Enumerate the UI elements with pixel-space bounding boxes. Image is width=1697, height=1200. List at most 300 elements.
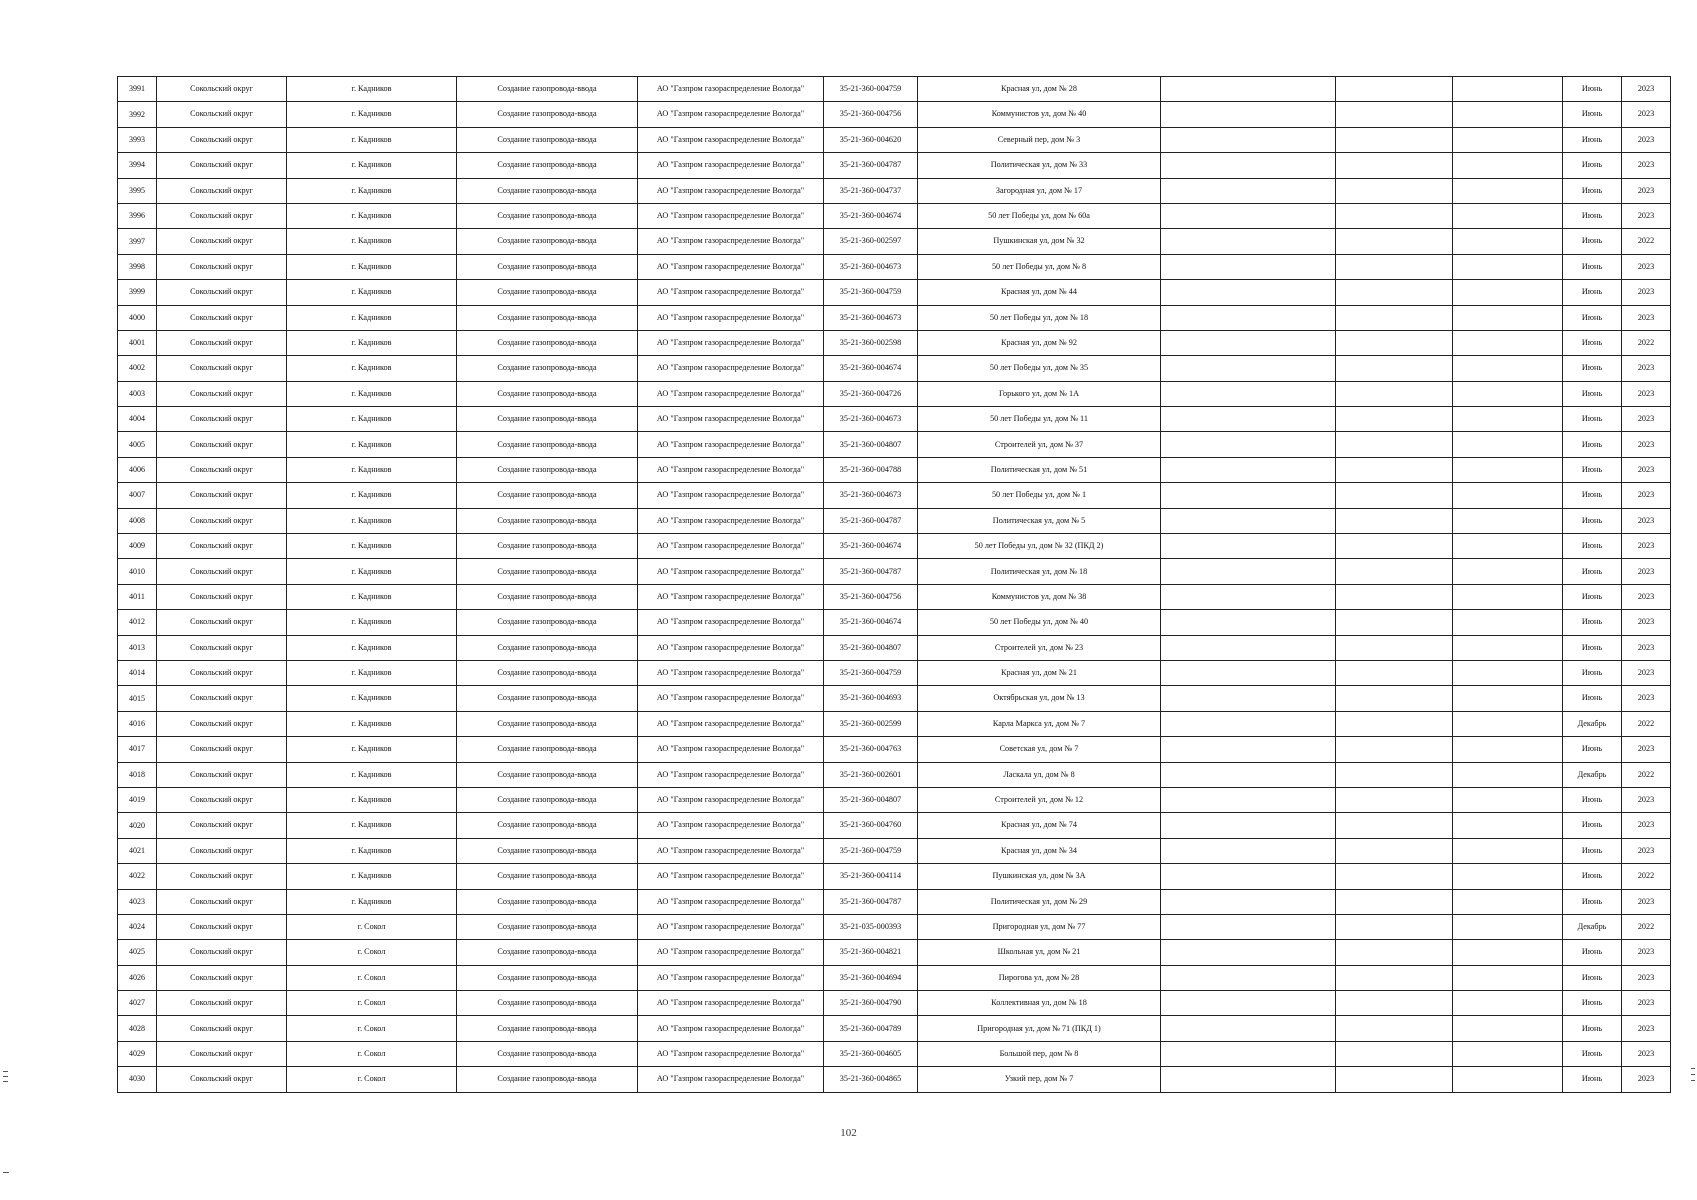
work-type-cell: Создание газопровода-ввода xyxy=(457,483,638,508)
year-cell: 2023 xyxy=(1622,432,1671,457)
district-cell: Сокольский округ xyxy=(157,813,287,838)
address-cell: Коммунистов ул, дом № 40 xyxy=(918,102,1161,127)
year-cell: 2023 xyxy=(1622,407,1671,432)
work-type-cell: Создание газопровода-ввода xyxy=(457,584,638,609)
year-cell: 2023 xyxy=(1622,127,1671,152)
scan-edge-mark-right xyxy=(1691,1080,1695,1081)
table-row xyxy=(118,330,1671,355)
cadastral-number-cell: 35-21-360-004788 xyxy=(824,457,918,482)
blank-cell-1 xyxy=(1161,534,1336,559)
district-cell: Сокольский округ xyxy=(157,711,287,736)
row-number-cell: 4004 xyxy=(118,407,157,432)
blank-cell-1 xyxy=(1161,178,1336,203)
blank-cell-3 xyxy=(1453,762,1563,787)
address-cell: Красная ул, дом № 28 xyxy=(918,77,1161,102)
row-number-cell: 3997 xyxy=(118,229,157,254)
blank-cell-3 xyxy=(1453,559,1563,584)
address-cell: Пушкинская ул, дом № 32 xyxy=(918,229,1161,254)
address-cell: Карла Маркса ул, дом № 7 xyxy=(918,711,1161,736)
settlement-cell: г. Кадников xyxy=(287,787,457,812)
blank-cell-1 xyxy=(1161,559,1336,584)
district-cell: Сокольский округ xyxy=(157,203,287,228)
cadastral-number-cell: 35-21-360-004693 xyxy=(824,686,918,711)
organization-cell: АО "Газпром газораспределение Вологда" xyxy=(638,102,824,127)
address-cell: Политическая ул, дом № 5 xyxy=(918,508,1161,533)
table-row xyxy=(118,559,1671,584)
blank-cell-2 xyxy=(1336,686,1453,711)
month-cell: Июнь xyxy=(1563,356,1622,381)
table-row xyxy=(118,77,1671,102)
row-number-cell: 4021 xyxy=(118,838,157,863)
blank-cell-3 xyxy=(1453,432,1563,457)
year-cell: 2023 xyxy=(1622,153,1671,178)
blank-cell-1 xyxy=(1161,838,1336,863)
blank-cell-2 xyxy=(1336,610,1453,635)
blank-cell-3 xyxy=(1453,77,1563,102)
district-cell: Сокольский округ xyxy=(157,610,287,635)
month-cell: Июнь xyxy=(1563,508,1622,533)
address-cell: 50 лет Победы ул, дом № 8 xyxy=(918,254,1161,279)
district-cell: Сокольский округ xyxy=(157,864,287,889)
table-row xyxy=(118,280,1671,305)
blank-cell-2 xyxy=(1336,838,1453,863)
blank-cell-3 xyxy=(1453,280,1563,305)
table-row xyxy=(118,965,1671,990)
settlement-cell: г. Кадников xyxy=(287,77,457,102)
work-type-cell: Создание газопровода-ввода xyxy=(457,534,638,559)
blank-cell-3 xyxy=(1453,102,1563,127)
address-cell: Строителей ул, дом № 12 xyxy=(918,787,1161,812)
month-cell: Июнь xyxy=(1563,686,1622,711)
settlement-cell: г. Кадников xyxy=(287,686,457,711)
settlement-cell: г. Кадников xyxy=(287,889,457,914)
table-row xyxy=(118,127,1671,152)
cadastral-number-cell: 35-21-360-004790 xyxy=(824,991,918,1016)
address-cell: Пирогова ул, дом № 28 xyxy=(918,965,1161,990)
month-cell: Июнь xyxy=(1563,940,1622,965)
blank-cell-2 xyxy=(1336,584,1453,609)
blank-cell-1 xyxy=(1161,457,1336,482)
blank-cell-2 xyxy=(1336,1016,1453,1041)
blank-cell-3 xyxy=(1453,305,1563,330)
settlement-cell: г. Кадников xyxy=(287,762,457,787)
settlement-cell: г. Кадников xyxy=(287,102,457,127)
table-row xyxy=(118,991,1671,1016)
settlement-cell: г. Сокол xyxy=(287,965,457,990)
district-cell: Сокольский округ xyxy=(157,508,287,533)
organization-cell: АО "Газпром газораспределение Вологда" xyxy=(638,813,824,838)
work-type-cell: Создание газопровода-ввода xyxy=(457,787,638,812)
work-type-cell: Создание газопровода-ввода xyxy=(457,940,638,965)
district-cell: Сокольский округ xyxy=(157,330,287,355)
month-cell: Июнь xyxy=(1563,407,1622,432)
address-cell: 50 лет Победы ул, дом № 35 xyxy=(918,356,1161,381)
district-cell: Сокольский округ xyxy=(157,762,287,787)
month-cell: Июнь xyxy=(1563,660,1622,685)
address-cell: Загородная ул, дом № 17 xyxy=(918,178,1161,203)
settlement-cell: г. Сокол xyxy=(287,1041,457,1066)
table-row xyxy=(118,864,1671,889)
organization-cell: АО "Газпром газораспределение Вологда" xyxy=(638,660,824,685)
blank-cell-3 xyxy=(1453,813,1563,838)
month-cell: Июнь xyxy=(1563,584,1622,609)
row-number-cell: 4009 xyxy=(118,534,157,559)
table-row xyxy=(118,356,1671,381)
year-cell: 2023 xyxy=(1622,381,1671,406)
year-cell: 2022 xyxy=(1622,330,1671,355)
month-cell: Июнь xyxy=(1563,838,1622,863)
work-type-cell: Создание газопровода-ввода xyxy=(457,660,638,685)
blank-cell-2 xyxy=(1336,280,1453,305)
blank-cell-1 xyxy=(1161,203,1336,228)
blank-cell-1 xyxy=(1161,635,1336,660)
work-type-cell: Создание газопровода-ввода xyxy=(457,610,638,635)
blank-cell-1 xyxy=(1161,1041,1336,1066)
row-number-cell: 4023 xyxy=(118,889,157,914)
blank-cell-3 xyxy=(1453,737,1563,762)
table-row xyxy=(118,737,1671,762)
cadastral-number-cell: 35-21-360-004673 xyxy=(824,407,918,432)
year-cell: 2023 xyxy=(1622,457,1671,482)
year-cell: 2023 xyxy=(1622,787,1671,812)
row-number-cell: 4020 xyxy=(118,813,157,838)
table-row xyxy=(118,432,1671,457)
month-cell: Июнь xyxy=(1563,178,1622,203)
work-type-cell: Создание газопровода-ввода xyxy=(457,381,638,406)
district-cell: Сокольский округ xyxy=(157,991,287,1016)
district-cell: Сокольский округ xyxy=(157,77,287,102)
table-row xyxy=(118,407,1671,432)
blank-cell-1 xyxy=(1161,305,1336,330)
address-cell: 50 лет Победы ул, дом № 1 xyxy=(918,483,1161,508)
address-cell: Школьная ул, дом № 21 xyxy=(918,940,1161,965)
registry-table-body xyxy=(118,77,1671,1093)
work-type-cell: Создание газопровода-ввода xyxy=(457,1041,638,1066)
cadastral-number-cell: 35-21-360-004673 xyxy=(824,254,918,279)
district-cell: Сокольский округ xyxy=(157,534,287,559)
work-type-cell: Создание газопровода-ввода xyxy=(457,330,638,355)
year-cell: 2023 xyxy=(1622,889,1671,914)
organization-cell: АО "Газпром газораспределение Вологда" xyxy=(638,864,824,889)
address-cell: Коммунистов ул, дом № 38 xyxy=(918,584,1161,609)
settlement-cell: г. Кадников xyxy=(287,711,457,736)
address-cell: Политическая ул, дом № 18 xyxy=(918,559,1161,584)
blank-cell-3 xyxy=(1453,1016,1563,1041)
settlement-cell: г. Кадников xyxy=(287,635,457,660)
blank-cell-3 xyxy=(1453,965,1563,990)
settlement-cell: г. Кадников xyxy=(287,127,457,152)
blank-cell-1 xyxy=(1161,864,1336,889)
district-cell: Сокольский округ xyxy=(157,1041,287,1066)
district-cell: Сокольский округ xyxy=(157,686,287,711)
cadastral-number-cell: 35-21-360-004605 xyxy=(824,1041,918,1066)
cadastral-number-cell: 35-21-360-004674 xyxy=(824,534,918,559)
cadastral-number-cell: 35-21-360-004807 xyxy=(824,432,918,457)
cadastral-number-cell: 35-21-360-004789 xyxy=(824,1016,918,1041)
district-cell: Сокольский округ xyxy=(157,178,287,203)
scan-edge-mark-left xyxy=(3,1076,8,1077)
settlement-cell: г. Сокол xyxy=(287,940,457,965)
year-cell: 2023 xyxy=(1622,356,1671,381)
cadastral-number-cell: 35-21-360-004674 xyxy=(824,203,918,228)
year-cell: 2023 xyxy=(1622,254,1671,279)
table-row xyxy=(118,762,1671,787)
month-cell: Июнь xyxy=(1563,381,1622,406)
month-cell: Июнь xyxy=(1563,153,1622,178)
cadastral-number-cell: 35-21-360-002601 xyxy=(824,762,918,787)
month-cell: Июнь xyxy=(1563,305,1622,330)
cadastral-number-cell: 35-21-360-004673 xyxy=(824,483,918,508)
month-cell: Июнь xyxy=(1563,457,1622,482)
table-row xyxy=(118,1067,1671,1092)
blank-cell-2 xyxy=(1336,914,1453,939)
year-cell: 2023 xyxy=(1622,102,1671,127)
cadastral-number-cell: 35-21-360-004674 xyxy=(824,356,918,381)
row-number-cell: 4006 xyxy=(118,457,157,482)
blank-cell-2 xyxy=(1336,229,1453,254)
organization-cell: АО "Газпром газораспределение Вологда" xyxy=(638,559,824,584)
organization-cell: АО "Газпром газораспределение Вологда" xyxy=(638,77,824,102)
blank-cell-3 xyxy=(1453,178,1563,203)
blank-cell-1 xyxy=(1161,1016,1336,1041)
cadastral-number-cell: 35-21-360-004807 xyxy=(824,635,918,660)
district-cell: Сокольский округ xyxy=(157,356,287,381)
blank-cell-1 xyxy=(1161,660,1336,685)
blank-cell-1 xyxy=(1161,889,1336,914)
work-type-cell: Создание газопровода-ввода xyxy=(457,559,638,584)
year-cell: 2023 xyxy=(1622,737,1671,762)
blank-cell-1 xyxy=(1161,991,1336,1016)
blank-cell-1 xyxy=(1161,432,1336,457)
blank-cell-2 xyxy=(1336,102,1453,127)
cadastral-number-cell: 35-21-360-004763 xyxy=(824,737,918,762)
scan-edge-mark-left xyxy=(3,1081,8,1082)
row-number-cell: 4026 xyxy=(118,965,157,990)
address-cell: 50 лет Победы ул, дом № 40 xyxy=(918,610,1161,635)
row-number-cell: 4003 xyxy=(118,381,157,406)
blank-cell-3 xyxy=(1453,254,1563,279)
year-cell: 2023 xyxy=(1622,77,1671,102)
cadastral-number-cell: 35-21-360-004787 xyxy=(824,508,918,533)
blank-cell-1 xyxy=(1161,762,1336,787)
blank-cell-2 xyxy=(1336,965,1453,990)
blank-cell-1 xyxy=(1161,965,1336,990)
organization-cell: АО "Газпром газораспределение Вологда" xyxy=(638,635,824,660)
table-row xyxy=(118,940,1671,965)
month-cell: Июнь xyxy=(1563,813,1622,838)
table-row xyxy=(118,914,1671,939)
blank-cell-3 xyxy=(1453,127,1563,152)
address-cell: Строителей ул, дом № 37 xyxy=(918,432,1161,457)
work-type-cell: Создание газопровода-ввода xyxy=(457,762,638,787)
address-cell: Красная ул, дом № 92 xyxy=(918,330,1161,355)
month-cell: Июнь xyxy=(1563,864,1622,889)
organization-cell: АО "Газпром газораспределение Вологда" xyxy=(638,711,824,736)
cadastral-number-cell: 35-21-360-004821 xyxy=(824,940,918,965)
month-cell: Июнь xyxy=(1563,889,1622,914)
blank-cell-2 xyxy=(1336,483,1453,508)
blank-cell-3 xyxy=(1453,787,1563,812)
row-number-cell: 4029 xyxy=(118,1041,157,1066)
table-row xyxy=(118,635,1671,660)
cadastral-number-cell: 35-21-360-004787 xyxy=(824,889,918,914)
year-cell: 2023 xyxy=(1622,813,1671,838)
district-cell: Сокольский округ xyxy=(157,914,287,939)
district-cell: Сокольский округ xyxy=(157,787,287,812)
work-type-cell: Создание газопровода-ввода xyxy=(457,914,638,939)
blank-cell-1 xyxy=(1161,940,1336,965)
blank-cell-1 xyxy=(1161,737,1336,762)
district-cell: Сокольский округ xyxy=(157,660,287,685)
cadastral-number-cell: 35-21-360-004759 xyxy=(824,838,918,863)
organization-cell: АО "Газпром газораспределение Вологда" xyxy=(638,1041,824,1066)
blank-cell-3 xyxy=(1453,534,1563,559)
organization-cell: АО "Газпром газораспределение Вологда" xyxy=(638,229,824,254)
blank-cell-2 xyxy=(1336,889,1453,914)
row-number-cell: 3996 xyxy=(118,203,157,228)
document-sheet xyxy=(117,76,1670,1093)
cadastral-number-cell: 35-21-360-004737 xyxy=(824,178,918,203)
blank-cell-1 xyxy=(1161,330,1336,355)
year-cell: 2022 xyxy=(1622,914,1671,939)
address-cell: Большой пер, дом № 8 xyxy=(918,1041,1161,1066)
address-cell: Красная ул, дом № 21 xyxy=(918,660,1161,685)
district-cell: Сокольский округ xyxy=(157,838,287,863)
year-cell: 2023 xyxy=(1622,483,1671,508)
year-cell: 2023 xyxy=(1622,686,1671,711)
organization-cell: АО "Газпром газораспределение Вологда" xyxy=(638,254,824,279)
blank-cell-3 xyxy=(1453,407,1563,432)
table-row xyxy=(118,660,1671,685)
district-cell: Сокольский округ xyxy=(157,305,287,330)
year-cell: 2022 xyxy=(1622,762,1671,787)
blank-cell-3 xyxy=(1453,483,1563,508)
address-cell: Коллективная ул, дом № 18 xyxy=(918,991,1161,1016)
settlement-cell: г. Кадников xyxy=(287,305,457,330)
blank-cell-3 xyxy=(1453,153,1563,178)
district-cell: Сокольский округ xyxy=(157,229,287,254)
settlement-cell: г. Сокол xyxy=(287,991,457,1016)
work-type-cell: Создание газопровода-ввода xyxy=(457,77,638,102)
work-type-cell: Создание газопровода-ввода xyxy=(457,203,638,228)
work-type-cell: Создание газопровода-ввода xyxy=(457,508,638,533)
blank-cell-2 xyxy=(1336,1067,1453,1092)
blank-cell-2 xyxy=(1336,508,1453,533)
organization-cell: АО "Газпром газораспределение Вологда" xyxy=(638,965,824,990)
month-cell: Июнь xyxy=(1563,77,1622,102)
table-row xyxy=(118,584,1671,609)
organization-cell: АО "Газпром газораспределение Вологда" xyxy=(638,991,824,1016)
table-row xyxy=(118,457,1671,482)
cadastral-number-cell: 35-21-360-004674 xyxy=(824,610,918,635)
address-cell: 50 лет Победы ул, дом № 11 xyxy=(918,407,1161,432)
blank-cell-2 xyxy=(1336,762,1453,787)
row-number-cell: 4018 xyxy=(118,762,157,787)
blank-cell-1 xyxy=(1161,787,1336,812)
district-cell: Сокольский округ xyxy=(157,559,287,584)
cadastral-number-cell: 35-21-360-004760 xyxy=(824,813,918,838)
settlement-cell: г. Кадников xyxy=(287,178,457,203)
cadastral-number-cell: 35-21-360-002597 xyxy=(824,229,918,254)
blank-cell-1 xyxy=(1161,483,1336,508)
organization-cell: АО "Газпром газораспределение Вологда" xyxy=(638,153,824,178)
settlement-cell: г. Кадников xyxy=(287,407,457,432)
blank-cell-3 xyxy=(1453,864,1563,889)
row-number-cell: 4019 xyxy=(118,787,157,812)
month-cell: Июнь xyxy=(1563,787,1622,812)
year-cell: 2023 xyxy=(1622,635,1671,660)
row-number-cell: 4010 xyxy=(118,559,157,584)
table-row xyxy=(118,813,1671,838)
organization-cell: АО "Газпром газораспределение Вологда" xyxy=(638,787,824,812)
blank-cell-1 xyxy=(1161,280,1336,305)
row-number-cell: 4013 xyxy=(118,635,157,660)
address-cell: Политическая ул, дом № 33 xyxy=(918,153,1161,178)
cadastral-number-cell: 35-21-360-004114 xyxy=(824,864,918,889)
district-cell: Сокольский округ xyxy=(157,584,287,609)
row-number-cell: 4016 xyxy=(118,711,157,736)
organization-cell: АО "Газпром газораспределение Вологда" xyxy=(638,686,824,711)
year-cell: 2023 xyxy=(1622,584,1671,609)
district-cell: Сокольский округ xyxy=(157,381,287,406)
blank-cell-1 xyxy=(1161,407,1336,432)
scan-edge-mark-left xyxy=(3,1172,9,1173)
page-number: 102 xyxy=(840,1127,857,1139)
work-type-cell: Создание газопровода-ввода xyxy=(457,280,638,305)
month-cell: Июнь xyxy=(1563,1067,1622,1092)
work-type-cell: Создание газопровода-ввода xyxy=(457,407,638,432)
cadastral-number-cell: 35-21-360-002598 xyxy=(824,330,918,355)
blank-cell-3 xyxy=(1453,838,1563,863)
blank-cell-3 xyxy=(1453,889,1563,914)
blank-cell-1 xyxy=(1161,686,1336,711)
district-cell: Сокольский округ xyxy=(157,1016,287,1041)
table-row xyxy=(118,1016,1671,1041)
row-number-cell: 3994 xyxy=(118,153,157,178)
year-cell: 2022 xyxy=(1622,229,1671,254)
blank-cell-1 xyxy=(1161,153,1336,178)
organization-cell: АО "Газпром газораспределение Вологда" xyxy=(638,1016,824,1041)
blank-cell-1 xyxy=(1161,127,1336,152)
organization-cell: АО "Газпром газораспределение Вологда" xyxy=(638,762,824,787)
cadastral-number-cell: 35-21-360-004865 xyxy=(824,1067,918,1092)
blank-cell-3 xyxy=(1453,229,1563,254)
settlement-cell: г. Кадников xyxy=(287,229,457,254)
blank-cell-1 xyxy=(1161,508,1336,533)
blank-cell-2 xyxy=(1336,330,1453,355)
year-cell: 2023 xyxy=(1622,838,1671,863)
cadastral-number-cell: 35-21-360-004787 xyxy=(824,153,918,178)
blank-cell-1 xyxy=(1161,381,1336,406)
work-type-cell: Создание газопровода-ввода xyxy=(457,838,638,863)
row-number-cell: 3991 xyxy=(118,77,157,102)
blank-cell-2 xyxy=(1336,559,1453,584)
district-cell: Сокольский округ xyxy=(157,407,287,432)
blank-cell-2 xyxy=(1336,991,1453,1016)
organization-cell: АО "Газпром газораспределение Вологда" xyxy=(638,280,824,305)
organization-cell: АО "Газпром газораспределение Вологда" xyxy=(638,407,824,432)
organization-cell: АО "Газпром газораспределение Вологда" xyxy=(638,305,824,330)
work-type-cell: Создание газопровода-ввода xyxy=(457,864,638,889)
cadastral-number-cell: 35-21-360-004807 xyxy=(824,787,918,812)
work-type-cell: Создание газопровода-ввода xyxy=(457,1016,638,1041)
address-cell: 50 лет Победы ул, дом № 60а xyxy=(918,203,1161,228)
settlement-cell: г. Кадников xyxy=(287,280,457,305)
district-cell: Сокольский округ xyxy=(157,635,287,660)
address-cell: Политическая ул, дом № 51 xyxy=(918,457,1161,482)
settlement-cell: г. Сокол xyxy=(287,1016,457,1041)
blank-cell-2 xyxy=(1336,737,1453,762)
